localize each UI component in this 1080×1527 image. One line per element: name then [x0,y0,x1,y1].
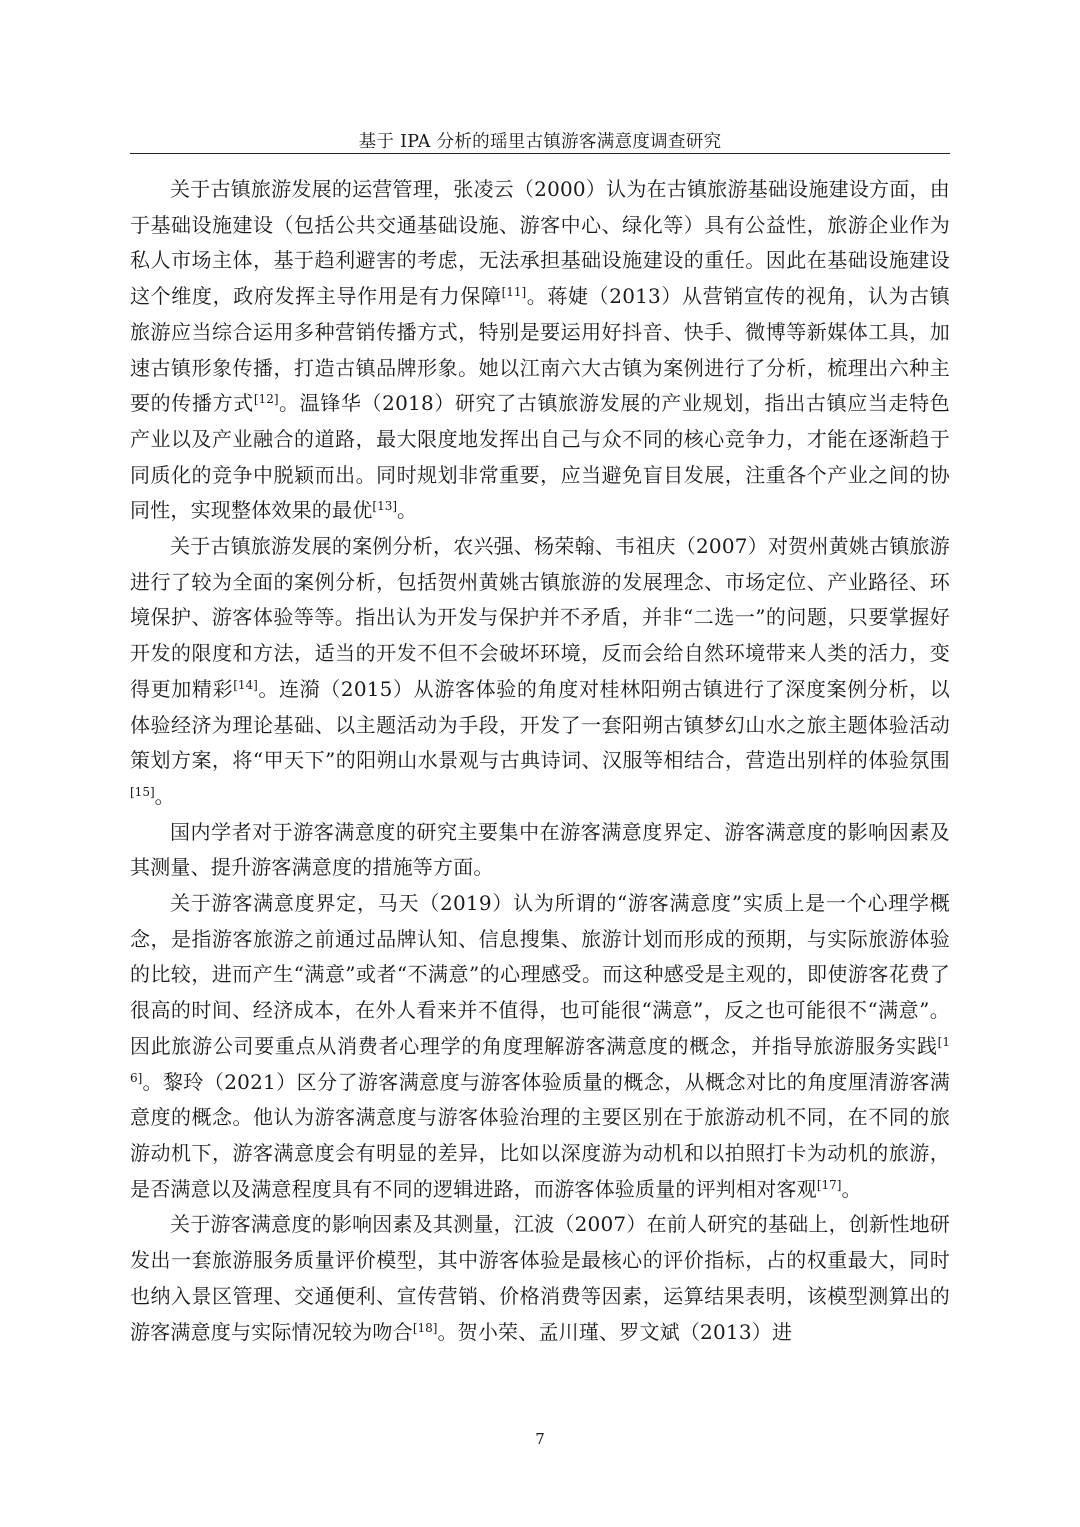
citation-marker: [12] [253,392,279,407]
running-header-title: 基于 IPA 分析的瑶里古镇游客满意度调查研究 [358,132,722,152]
body-paragraph [130,1207,950,1350]
paragraph-text: 关于古镇旅游发展的案例分析，农兴强、杨荣翰、韦祖庆（2007）对贺州黄姚古镇旅游进行了较为全面的案例分析，包括贺州黄姚古镇旅游的发展理念、市场定位、产业路径、环境保护、游客体验等等。指出认为开发与保护并不矛盾，并非“二选一”的问题，只要掌握好开发的限度和方法，适当的开发不但不会破坏环境，反而会给自然环境带来人类的活力，变得更加精彩 [130,534,950,701]
header-divider [130,153,950,154]
paragraph-text: 。贺小荣、孟川瑾、罗文斌（2013）进 [437,1319,793,1344]
body-text [130,172,950,1350]
citation-marker: [15] [130,784,155,799]
body-paragraph [130,886,950,1207]
body-paragraph [130,815,950,886]
paragraph-text: 。 [154,783,175,808]
paragraph-text: 。 [397,498,418,523]
paragraph-text: 。连漪（2015）从游客体验的角度对桂林阳朔古镇进行了深度案例分析，以体验经济为理论基础、以主题活动为手段，开发了一套阳朔古镇梦幻山水之旅主题体验活动策划方案，将“甲天下”的阳朔山水景观与古典诗词、汉服等相结合，营造出别样的体验氛围 [130,676,951,773]
citation-marker: [14] [233,677,258,692]
body-paragraph [130,172,950,529]
paragraph-text: 。 [841,1176,862,1201]
paragraph-text: 。黎玲（2021）区分了游客满意度与游客体验质量的概念，从概念对比的角度厘清游客满意度的概念。他认为游客满意度与游客体验治理的主要区别在于旅游动机不同，在不同的旅游动机下，游客满意度会有明显的差异，比如以深度游为动机和以拍照打卡为动机的旅游，是否满意以及满意程度具有不同的逻辑进路，而游客体验质量的评判相对客观 [130,1069,950,1201]
page-number: 7 [535,1430,545,1448]
paragraph-text: 关于游客满意度的影响因素及其测量，江波（2007）在前人研究的基础上，创新性地研发出一套旅游服务质量评价模型，其中游客体验是最核心的评价指标，占的权重最大，同时也纳入景区管理、交通便利、宣传营销、价格消费等因素，运算结果表明，该模型测算出的游客满意度与实际情况较为吻合 [130,1212,950,1344]
citation-marker: [17] [816,1177,842,1192]
citation-marker: [18] [412,1320,438,1335]
citation-marker: [11] [501,285,527,300]
paragraph-text: 国内学者对于游客满意度的研究主要集中在游客满意度界定、游客满意度的影响因素及其测量、提升游客满意度的措施等方面。 [130,819,950,880]
paragraph-text: 。温锋华（2018）研究了古镇旅游发展的产业规划，指出古镇应当走特色产业以及产业融合的道路，最大限度地发挥出自己与众不同的核心竞争力，才能在逐渐趋于同质化的竞争中脱颖而出。同时规划非常重要，应当避免盲目发展，注重各个产业之间的协同性，实现整体效果的最优 [130,391,950,523]
paragraph-text: 关于游客满意度界定，马天（2019）认为所谓的“游客满意度”实质上是一个心理学概念，是指游客旅游之前通过品牌认知、信息搜集、旅游计划而形成的预期，与实际旅游体验的比较，进而产生“满意”或者“不满意”的心理感受。而这种感受是主观的，即使游客花费了很高的时间、经济成本，在外人看来并不值得，也可能很“满意”，反之也可能很不“满意”。因此旅游公司要重点从消费者心理学的角度理解游客满意度的概念，并指导旅游服务实践 [130,891,950,1058]
paragraph-text: 。蒋婕（2013）从营销宣传的视角，认为古镇旅游应当综合运用多种营销传播方式，特别是要运用好抖音、快手、微博等新媒体工具，加速古镇形象传播，打造古镇品牌形象。她以江南六大古镇为案例进行了分析，梳理出六种主要的传播方式 [130,284,950,416]
paragraph-text: 关于古镇旅游发展的运营管理，张凌云（2000）认为在古镇旅游基础设施建设方面，由于基础设施建设（包括公共交通基础设施、游客中心、绿化等）具有公益性，旅游企业作为私人市场主体，基于趋利避害的考虑，无法承担基础设施建设的重任。因此在基础设施建设这个维度，政府发挥主导作用是有力保障 [130,177,950,309]
body-paragraph [130,529,950,815]
citation-marker: [13] [372,499,398,514]
citation-marker: [16] [130,1034,950,1085]
